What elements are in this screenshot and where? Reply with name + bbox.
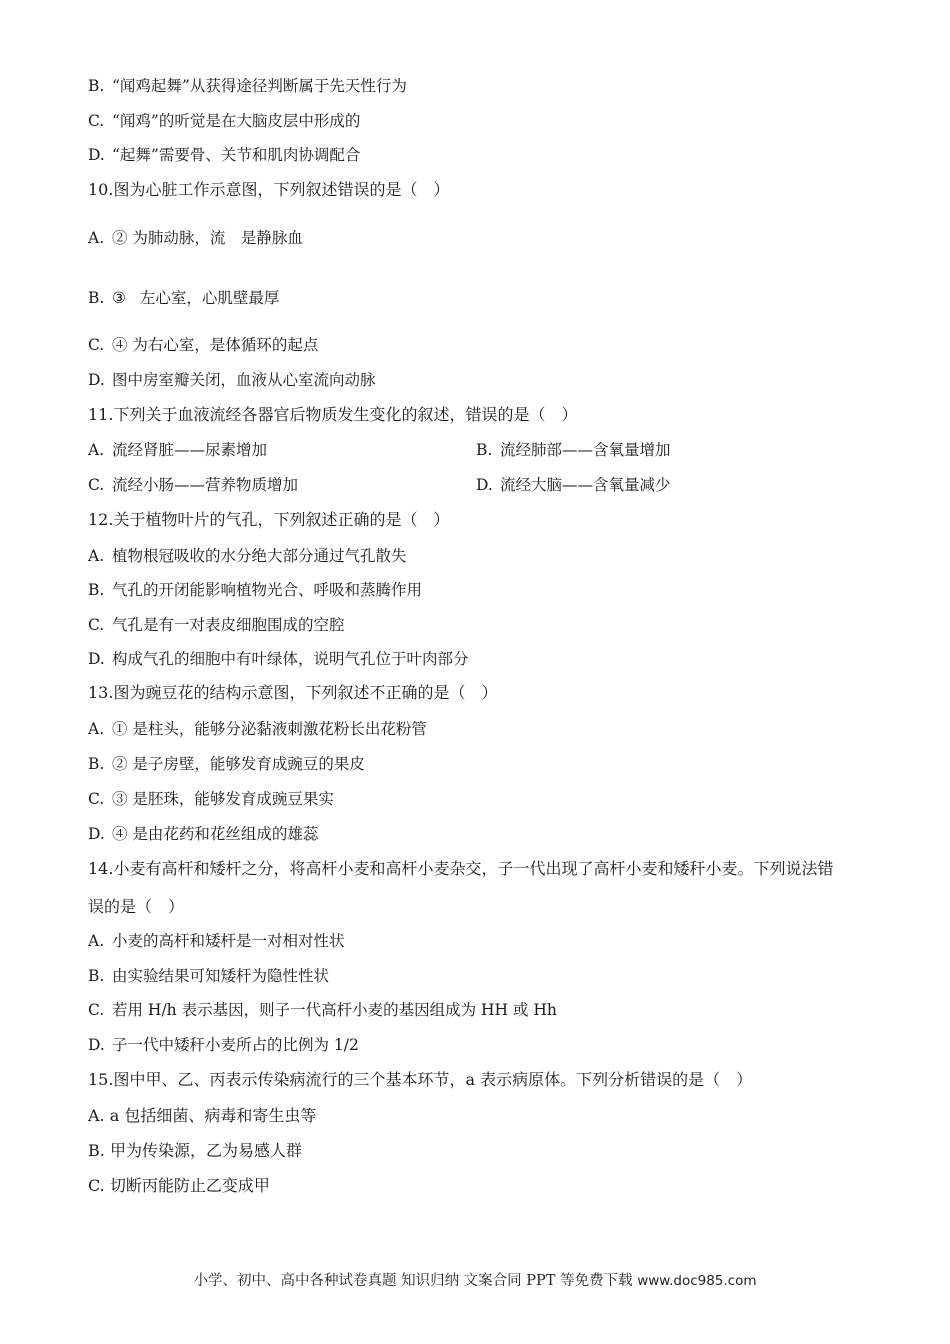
option-label: A. bbox=[88, 547, 105, 565]
option-text: 流经肺部——含氧量增加 bbox=[500, 441, 671, 459]
option-label: A. bbox=[88, 932, 105, 950]
q15-option-c bbox=[88, 1176, 270, 1196]
option-text: 气孔的开闭能影响植物光合、呼吸和蒸腾作用 bbox=[112, 581, 423, 599]
q15-option-a bbox=[88, 1106, 316, 1126]
option-label: B. bbox=[88, 77, 105, 95]
option-text: 构成气孔的细胞中有叶绿体，说明气孔位于叶肉部分 bbox=[112, 650, 469, 668]
q11-option-b bbox=[476, 440, 671, 460]
option-text: 切断丙能防止乙变成甲 bbox=[109, 1176, 270, 1195]
option-text: ④ 是由花药和花丝组成的雄蕊 bbox=[112, 825, 319, 843]
option-label: C. bbox=[88, 476, 105, 494]
option-label: A. bbox=[88, 720, 105, 738]
option-label: D. bbox=[88, 825, 105, 843]
option-label: D. bbox=[88, 1036, 105, 1054]
q10-option-a bbox=[88, 228, 303, 248]
option-text: 若用 H/h 表示基因，则子一代高杆小麦的基因组成为 HH 或 Hh bbox=[112, 1001, 557, 1019]
q10-option-c bbox=[88, 335, 318, 355]
option-label: C. bbox=[88, 790, 105, 808]
page-footer bbox=[0, 1269, 950, 1290]
option-marker: ③ bbox=[112, 289, 126, 307]
option-label: B. bbox=[88, 289, 105, 307]
option-text: 流经肾脏——尿素增加 bbox=[112, 441, 268, 459]
q14-option-b bbox=[88, 966, 329, 986]
option-label: D. bbox=[88, 146, 105, 164]
footer-text: 小学、初中、高中各种试卷真题 知识归纳 文案合同 PPT 等免费下载 bbox=[193, 1273, 633, 1289]
option-label: A. bbox=[88, 1106, 105, 1125]
q13-option-b bbox=[88, 754, 365, 774]
option-text: 小麦的高杆和矮杆是一对相对性状 bbox=[112, 932, 345, 950]
q10-option-d bbox=[88, 370, 376, 390]
option-text: ② 是子房壁，能够发育成豌豆的果皮 bbox=[112, 755, 365, 773]
footer-link[interactable]: www.doc985.com bbox=[637, 1273, 757, 1289]
q14-option-c bbox=[88, 1000, 557, 1020]
q13-stem: 13.图为豌豆花的结构示意图，下列叙述不正确的是（ ） bbox=[88, 683, 498, 702]
q14-stem-line-1: 14.小麦有高杆和矮杆之分，将高杆小麦和高杆小麦杂交，子一代出现了高杆小麦和矮秆小麦。下列说法错 bbox=[88, 859, 834, 878]
option-label: C. bbox=[88, 112, 105, 130]
option-label: B. bbox=[476, 441, 493, 459]
option-text: “闻鸡”的听觉是在大脑皮层中形成的 bbox=[112, 112, 361, 130]
option-text: ③ 是胚珠，能够发育成豌豆果实 bbox=[112, 790, 334, 808]
option-text: 由实验结果可知矮杆为隐性性状 bbox=[112, 967, 330, 985]
q15-stem: 15.图中甲、乙、丙表示传染病流行的三个基本环节，a 表示病原体。下列分析错误的是（ ） bbox=[88, 1070, 753, 1089]
q9-option-c bbox=[88, 111, 360, 131]
q14-option-a bbox=[88, 931, 345, 951]
q12-option-d bbox=[88, 649, 469, 669]
q10-stem: 10.图为心脏工作示意图，下列叙述错误的是（ ） bbox=[88, 180, 450, 199]
q10-option-b bbox=[88, 288, 279, 308]
q14-option-d bbox=[88, 1035, 359, 1055]
option-label: C. bbox=[88, 1001, 105, 1019]
option-label: B. bbox=[88, 755, 105, 773]
q12-option-b bbox=[88, 580, 422, 600]
option-label: A. bbox=[88, 229, 105, 247]
option-label: D. bbox=[476, 476, 493, 494]
option-label: B. bbox=[88, 1141, 105, 1160]
option-label: C. bbox=[88, 616, 105, 634]
option-text: “闻鸡起舞”从获得途径判断属于先天性行为 bbox=[112, 77, 407, 95]
q9-option-d bbox=[88, 145, 360, 165]
option-label: B. bbox=[88, 581, 105, 599]
option-text: 甲为传染源，乙为易感人群 bbox=[109, 1141, 302, 1160]
q12-option-a bbox=[88, 546, 407, 566]
option-text: ④ 为右心室，是体循环的起点 bbox=[112, 336, 319, 354]
option-text: 子一代中矮秆小麦所占的比例为 1/2 bbox=[112, 1036, 359, 1054]
q12-stem: 12.关于植物叶片的气孔，下列叙述正确的是（ ） bbox=[88, 510, 450, 529]
q11-stem: 11.下列关于血液流经各器官后物质发生变化的叙述，错误的是（ ） bbox=[88, 405, 578, 424]
option-label: A. bbox=[88, 441, 105, 459]
option-label: B. bbox=[88, 967, 105, 985]
option-label: D. bbox=[88, 650, 105, 668]
option-text: ② 为肺动脉，流 是静脉血 bbox=[112, 229, 303, 247]
q13-option-c bbox=[88, 789, 334, 809]
option-text: a 包括细菌、病毒和寄生虫等 bbox=[109, 1106, 317, 1125]
q13-option-a bbox=[88, 719, 427, 739]
q9-option-b bbox=[88, 76, 407, 96]
q11-option-c bbox=[88, 475, 298, 495]
option-label: C. bbox=[88, 336, 105, 354]
option-text: 左心室，心肌壁最厚 bbox=[139, 289, 280, 307]
option-text: ① 是柱头，能够分泌黏液刺激花粉长出花粉管 bbox=[112, 720, 427, 738]
option-label: C. bbox=[88, 1176, 105, 1195]
q12-option-c bbox=[88, 615, 345, 635]
q13-option-d bbox=[88, 824, 318, 844]
option-text: 图中房室瓣关闭，血液从心室流向动脉 bbox=[112, 371, 376, 389]
option-text: 流经小肠——营养物质增加 bbox=[112, 476, 299, 494]
option-text: 气孔是有一对表皮细胞围成的空腔 bbox=[112, 616, 345, 634]
option-text: “起舞”需要骨、关节和肌肉协调配合 bbox=[112, 146, 361, 164]
option-label: D. bbox=[88, 371, 105, 389]
q11-option-d bbox=[476, 475, 671, 495]
option-text: 植物根冠吸收的水分绝大部分通过气孔散失 bbox=[112, 547, 407, 565]
q15-option-b bbox=[88, 1141, 302, 1161]
q11-option-a bbox=[88, 440, 267, 460]
q14-stem-line-2: 误的是（ ） bbox=[88, 897, 185, 916]
option-text: 流经大脑——含氧量减少 bbox=[500, 476, 671, 494]
